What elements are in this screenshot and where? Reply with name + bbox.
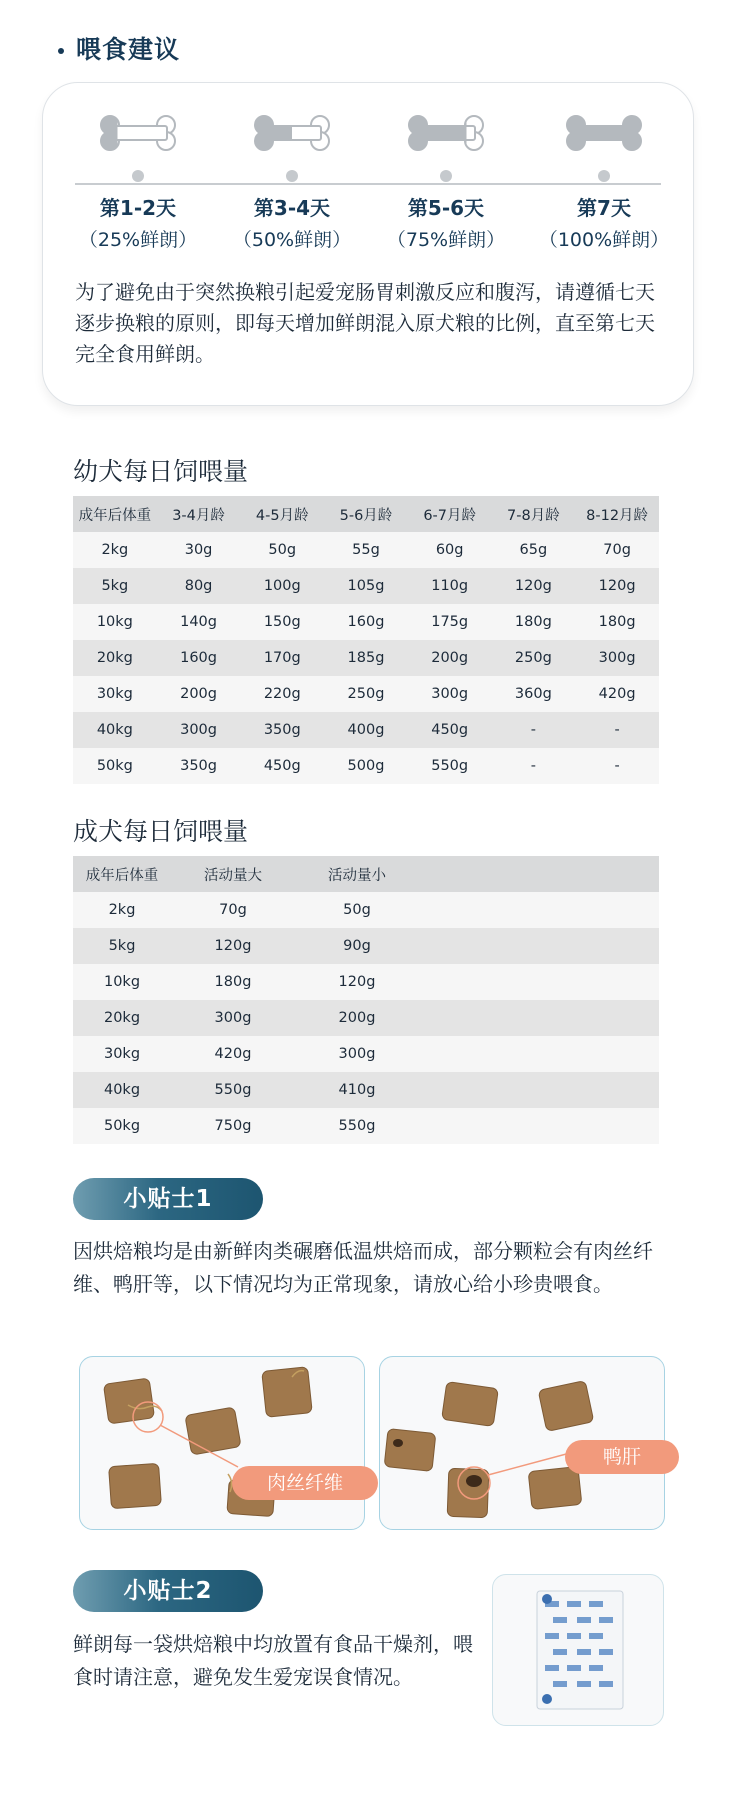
table-row [73,1108,659,1144]
table-cell: 90g [295,928,419,964]
table-cell: 250g [492,640,576,676]
table-cell: 200g [408,640,492,676]
table-cell: 350g [240,712,324,748]
adult-feeding-table [73,856,659,1144]
stage-day: 第1-2天 [99,196,177,220]
table-cell: 50kg [73,748,157,784]
kibble-fiber-photo [79,1356,365,1530]
stage-day: 第7天 [577,196,631,220]
table-cell: 300g [575,640,659,676]
transition-card [42,82,694,406]
stage-percentage: （75%鲜朗） [386,229,506,251]
table-cell: 70g [575,532,659,568]
table-cell [419,964,659,1000]
table-row [73,1000,659,1036]
table-cell [419,892,659,928]
table-cell: 120g [492,568,576,604]
table-cell: 20kg [73,1000,171,1036]
table-cell [419,928,659,964]
table-row [73,640,659,676]
table-header-cell: 4-5月龄 [240,496,324,532]
table-header-cell: 成年后体重 [73,856,171,892]
table-cell: 30g [157,532,241,568]
stage-percentage: （50%鲜朗） [232,229,352,251]
table-cell [419,1072,659,1108]
table-cell: 40kg [73,712,157,748]
table-cell: 300g [408,676,492,712]
table-cell: 100g [240,568,324,604]
table-cell [419,1036,659,1072]
table-row [73,532,659,568]
table-cell: 40kg [73,1072,171,1108]
table-header-cell: 活动量小 [295,856,419,892]
table-header-cell: 5-6月龄 [324,496,408,532]
table-cell: 170g [240,640,324,676]
table-row [73,568,659,604]
table-cell: 50g [240,532,324,568]
timeline-dot [440,170,452,182]
table-cell: - [492,712,576,748]
transition-stage-4 [529,113,679,252]
table-cell: 10kg [73,964,171,1000]
tip2-text: 鲜朗每一袋烘焙粮中均放置有食品干燥剂，喂食时请注意，避免发生爱宠误食情况。 [73,1632,473,1689]
table-cell: 60g [408,532,492,568]
table-cell: 300g [295,1036,419,1072]
table-cell: 360g [492,676,576,712]
timeline-dot [286,170,298,182]
table-cell: 5kg [73,568,157,604]
table-cell: 185g [324,640,408,676]
table-cell [419,1000,659,1036]
table-cell: 410g [295,1072,419,1108]
bone-icon [97,113,179,153]
table-cell: 55g [324,532,408,568]
table-header-cell: 成年后体重 [73,496,157,532]
transition-stage-1 [63,113,213,252]
table-cell: 5kg [73,928,171,964]
table-row [73,604,659,640]
adult-table-title: 成犬每日饲喂量 [73,817,249,846]
table-header-cell: 3-4月龄 [157,496,241,532]
table-cell: 350g [157,748,241,784]
stage-day: 第5-6天 [407,196,485,220]
table-cell: 120g [575,568,659,604]
table-cell [419,1108,659,1144]
table-cell: 200g [157,676,241,712]
table-cell: 500g [324,748,408,784]
table-cell: 2kg [73,532,157,568]
table-cell: 30kg [73,676,157,712]
stage-percentage: （25%鲜朗） [78,229,198,251]
table-cell: 550g [408,748,492,784]
table-cell: 105g [324,568,408,604]
table-row [73,712,659,748]
table-cell: 120g [171,928,295,964]
table-cell: 110g [408,568,492,604]
table-cell: 175g [408,604,492,640]
puppy-feeding-table [73,496,659,784]
table-cell: 150g [240,604,324,640]
table-header-row [73,496,659,532]
table-cell: 180g [575,604,659,640]
transition-stage-3 [371,113,521,252]
table-cell: 50g [295,892,419,928]
table-row [73,748,659,784]
callout-fiber: 肉丝纤维 [232,1466,378,1500]
table-cell: 180g [171,964,295,1000]
table-header-cell: 6-7月龄 [408,496,492,532]
callout-duck-liver: 鸭肝 [565,1440,679,1474]
table-cell: 140g [157,604,241,640]
table-cell: 250g [324,676,408,712]
table-cell: 160g [157,640,241,676]
table-cell: 50kg [73,1108,171,1144]
timeline-dot [598,170,610,182]
desiccant-packet-illustration [493,1575,663,1725]
table-header-row [73,856,659,892]
table-header-cell [419,856,659,892]
table-cell: 160g [324,604,408,640]
kibble-illustration [80,1357,364,1529]
table-cell: - [575,712,659,748]
table-cell: 180g [492,604,576,640]
table-cell: 300g [157,712,241,748]
tip1-text: 因烘焙粮均是由新鲜肉类碾磨低温烘焙而成，部分颗粒会有肉丝纤维、鸭肝等，以下情况均为正常现象，请放心给小珍贵喂食。 [73,1239,653,1296]
table-cell: 70g [171,892,295,928]
table-row [73,964,659,1000]
table-cell: 550g [171,1072,295,1108]
tip1-label-pill: 小贴士1 [73,1178,263,1220]
table-row [73,892,659,928]
table-header-cell: 活动量大 [171,856,295,892]
table-cell: 120g [295,964,419,1000]
timeline-dot [132,170,144,182]
transition-stage-2 [217,113,367,252]
table-cell: 420g [575,676,659,712]
tip2-label-pill: 小贴士2 [73,1570,263,1612]
title-bullet [58,48,64,54]
table-cell: 65g [492,532,576,568]
stage-day: 第3-4天 [253,196,331,220]
table-cell: 80g [157,568,241,604]
table-row [73,1072,659,1108]
puppy-table-title: 幼犬每日饲喂量 [73,457,249,486]
bone-icon [563,113,645,153]
table-cell: 220g [240,676,324,712]
table-cell: 2kg [73,892,171,928]
table-cell: 420g [171,1036,295,1072]
desiccant-photo [492,1574,664,1726]
bone-icon [405,113,487,153]
table-header-cell: 8-12月龄 [575,496,659,532]
table-cell: 450g [240,748,324,784]
table-cell: 20kg [73,640,157,676]
table-cell: 10kg [73,604,157,640]
table-cell: 30kg [73,1036,171,1072]
table-cell: 550g [295,1108,419,1144]
table-cell: 200g [295,1000,419,1036]
table-cell: 450g [408,712,492,748]
table-header-cell: 7-8月龄 [492,496,576,532]
table-row [73,1036,659,1072]
table-cell: - [492,748,576,784]
section-title [58,30,180,66]
table-row [73,676,659,712]
stage-percentage: （100%鲜朗） [538,229,670,251]
transition-description: 为了避免由于突然换粮引起爱宠肠胃刺激反应和腹泻，请遵循七天逐步换粮的原则，即每天增加鲜朗混入原犬粮的比例，直至第七天完全食用鲜朗。 [75,280,655,366]
table-cell: 400g [324,712,408,748]
table-cell: 750g [171,1108,295,1144]
bone-icon [251,113,333,153]
table-cell: - [575,748,659,784]
section-title-text: 喂食建议 [76,35,181,64]
table-cell: 300g [171,1000,295,1036]
table-row [73,928,659,964]
